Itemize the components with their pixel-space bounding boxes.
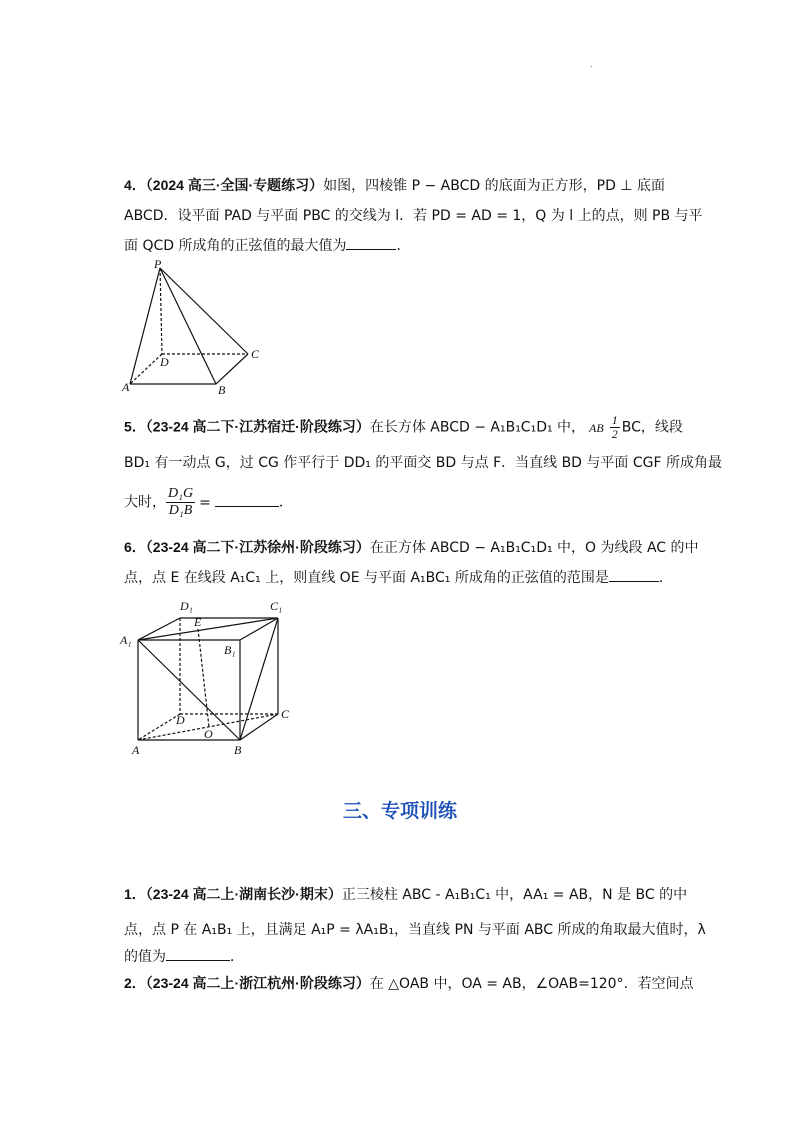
s1-answer-blank <box>166 948 230 961</box>
q6-label-c1: C₁ <box>270 599 283 613</box>
q6-label-e: E <box>194 615 202 629</box>
q5-ratio-den: D₁B <box>168 503 193 518</box>
q4-text-1: 如图，四棱锥 P − ABCD 的底面为正方形，PD ⊥ 底面 <box>323 178 665 194</box>
q6-line-2 <box>124 567 673 587</box>
s1-line-3 <box>124 946 244 966</box>
header-mark: . <box>590 60 593 69</box>
q4-end: ． <box>396 238 411 254</box>
s1-end: ． <box>230 949 244 965</box>
q5-half-den: 2 <box>611 427 618 441</box>
s2-line-1 <box>124 973 694 993</box>
q6-label-b1: B₁ <box>224 643 236 657</box>
q5-ratio-num: D₁G <box>168 486 194 501</box>
q4-label-c: C <box>251 347 260 361</box>
q5-end: ． <box>278 494 293 511</box>
q4-number: 4． <box>124 177 146 193</box>
q4-pyramid-figure <box>118 256 278 398</box>
q6-label-a1: A₁ <box>120 633 132 647</box>
q5-text-3a: 大时， <box>124 494 166 511</box>
q4-text-3: 面 QCD 所成角的正弦值的最大值为 <box>124 238 347 254</box>
q5-source: （23-24 高二下·江苏宿迁·阶段练习） <box>145 418 370 435</box>
q6-end: ． <box>658 570 673 586</box>
s1-source: （23-24 高二上·湖南长沙·期末） <box>145 886 342 902</box>
q6-label-a: A <box>132 743 140 757</box>
q4-line-3 <box>124 235 410 255</box>
q5-equals: = <box>199 494 211 511</box>
q5-text-1d: BC，线段 <box>621 419 683 436</box>
q5-line-2 <box>124 452 722 472</box>
q5-text-1b: AB <box>589 420 604 435</box>
q4-text-2: ABCD．设平面 PAD 与平面 PBC 的交线为 l．若 PD = AD = 1，Q 为 l 上的点，则 PB 与平 <box>124 208 703 224</box>
q6-cube-figure <box>118 590 308 760</box>
s1-line-2 <box>124 919 706 939</box>
q6-text-1: 在正方体 ABCD − A₁B₁C₁D₁ 中，O 为线段 AC 的中 <box>369 540 699 556</box>
q6-source: （23-24 高二下·江苏徐州·阶段练习） <box>145 539 370 555</box>
q4-label-a: A <box>122 380 130 394</box>
q6-label-d1: D₁ <box>180 599 193 613</box>
section-title: 三、专项训练 <box>342 800 457 822</box>
q5-answer-blank <box>215 494 279 507</box>
q5-ratio-fraction <box>166 486 195 519</box>
q6-label-o: O <box>204 727 213 741</box>
q4-source: （2024 高三·全国·专题练习） <box>145 177 324 193</box>
s1-number: 1． <box>124 886 146 902</box>
q6-line-1 <box>124 537 699 557</box>
q4-label-b: B <box>218 383 226 397</box>
q4-line-1 <box>124 175 665 195</box>
q4-line-2 <box>124 205 703 225</box>
q6-label-c: C <box>281 707 290 721</box>
q5-half-fraction <box>610 414 620 441</box>
q5-text-2: BD₁ 有一动点 G，过 CG 作平行于 DD₁ 的平面交 BD 与点 F．当直线 BD 与平面 CGF 所成角最 <box>124 455 722 471</box>
q4-label-p: P <box>154 257 162 271</box>
s2-number: 2． <box>124 975 146 991</box>
s2-text-1: 在 △OAB 中，OA = AB，∠OAB=120°．若空间点 <box>369 976 694 992</box>
q5-number: 5． <box>124 418 146 435</box>
q6-text-2: 点，点 E 在线段 A₁C₁ 上，则直线 OE 与平面 A₁BC₁ 所成角的正弦值的范围是 <box>124 570 609 586</box>
s2-source: （23-24 高二上·浙江杭州·阶段练习） <box>145 975 370 991</box>
q6-label-d: D <box>176 713 185 727</box>
q6-answer-blank <box>609 569 659 582</box>
q5-half-num: 1 <box>611 413 618 427</box>
q6-number: 6． <box>124 539 146 555</box>
q6-label-b: B <box>234 743 242 757</box>
s1-text-1: 正三棱柱 ABC - A₁B₁C₁ 中，AA₁ = AB，N 是 BC 的中 <box>341 887 688 903</box>
q4-answer-blank <box>346 237 396 250</box>
q5-text-1a: 在长方体 ABCD − A₁B₁C₁D₁ 中， <box>369 419 586 436</box>
s1-text-3: 的值为 <box>124 949 166 965</box>
q4-label-d: D <box>160 355 169 369</box>
s1-line-1 <box>124 884 687 904</box>
s1-text-2: 点，点 P 在 A₁B₁ 上，且满足 A₁P = λA₁B₁，当直线 PN 与平面 ABC 所成的角取最大值时，λ <box>124 922 706 938</box>
q5-line-3 <box>124 486 293 519</box>
q5-line-1 <box>124 414 683 441</box>
